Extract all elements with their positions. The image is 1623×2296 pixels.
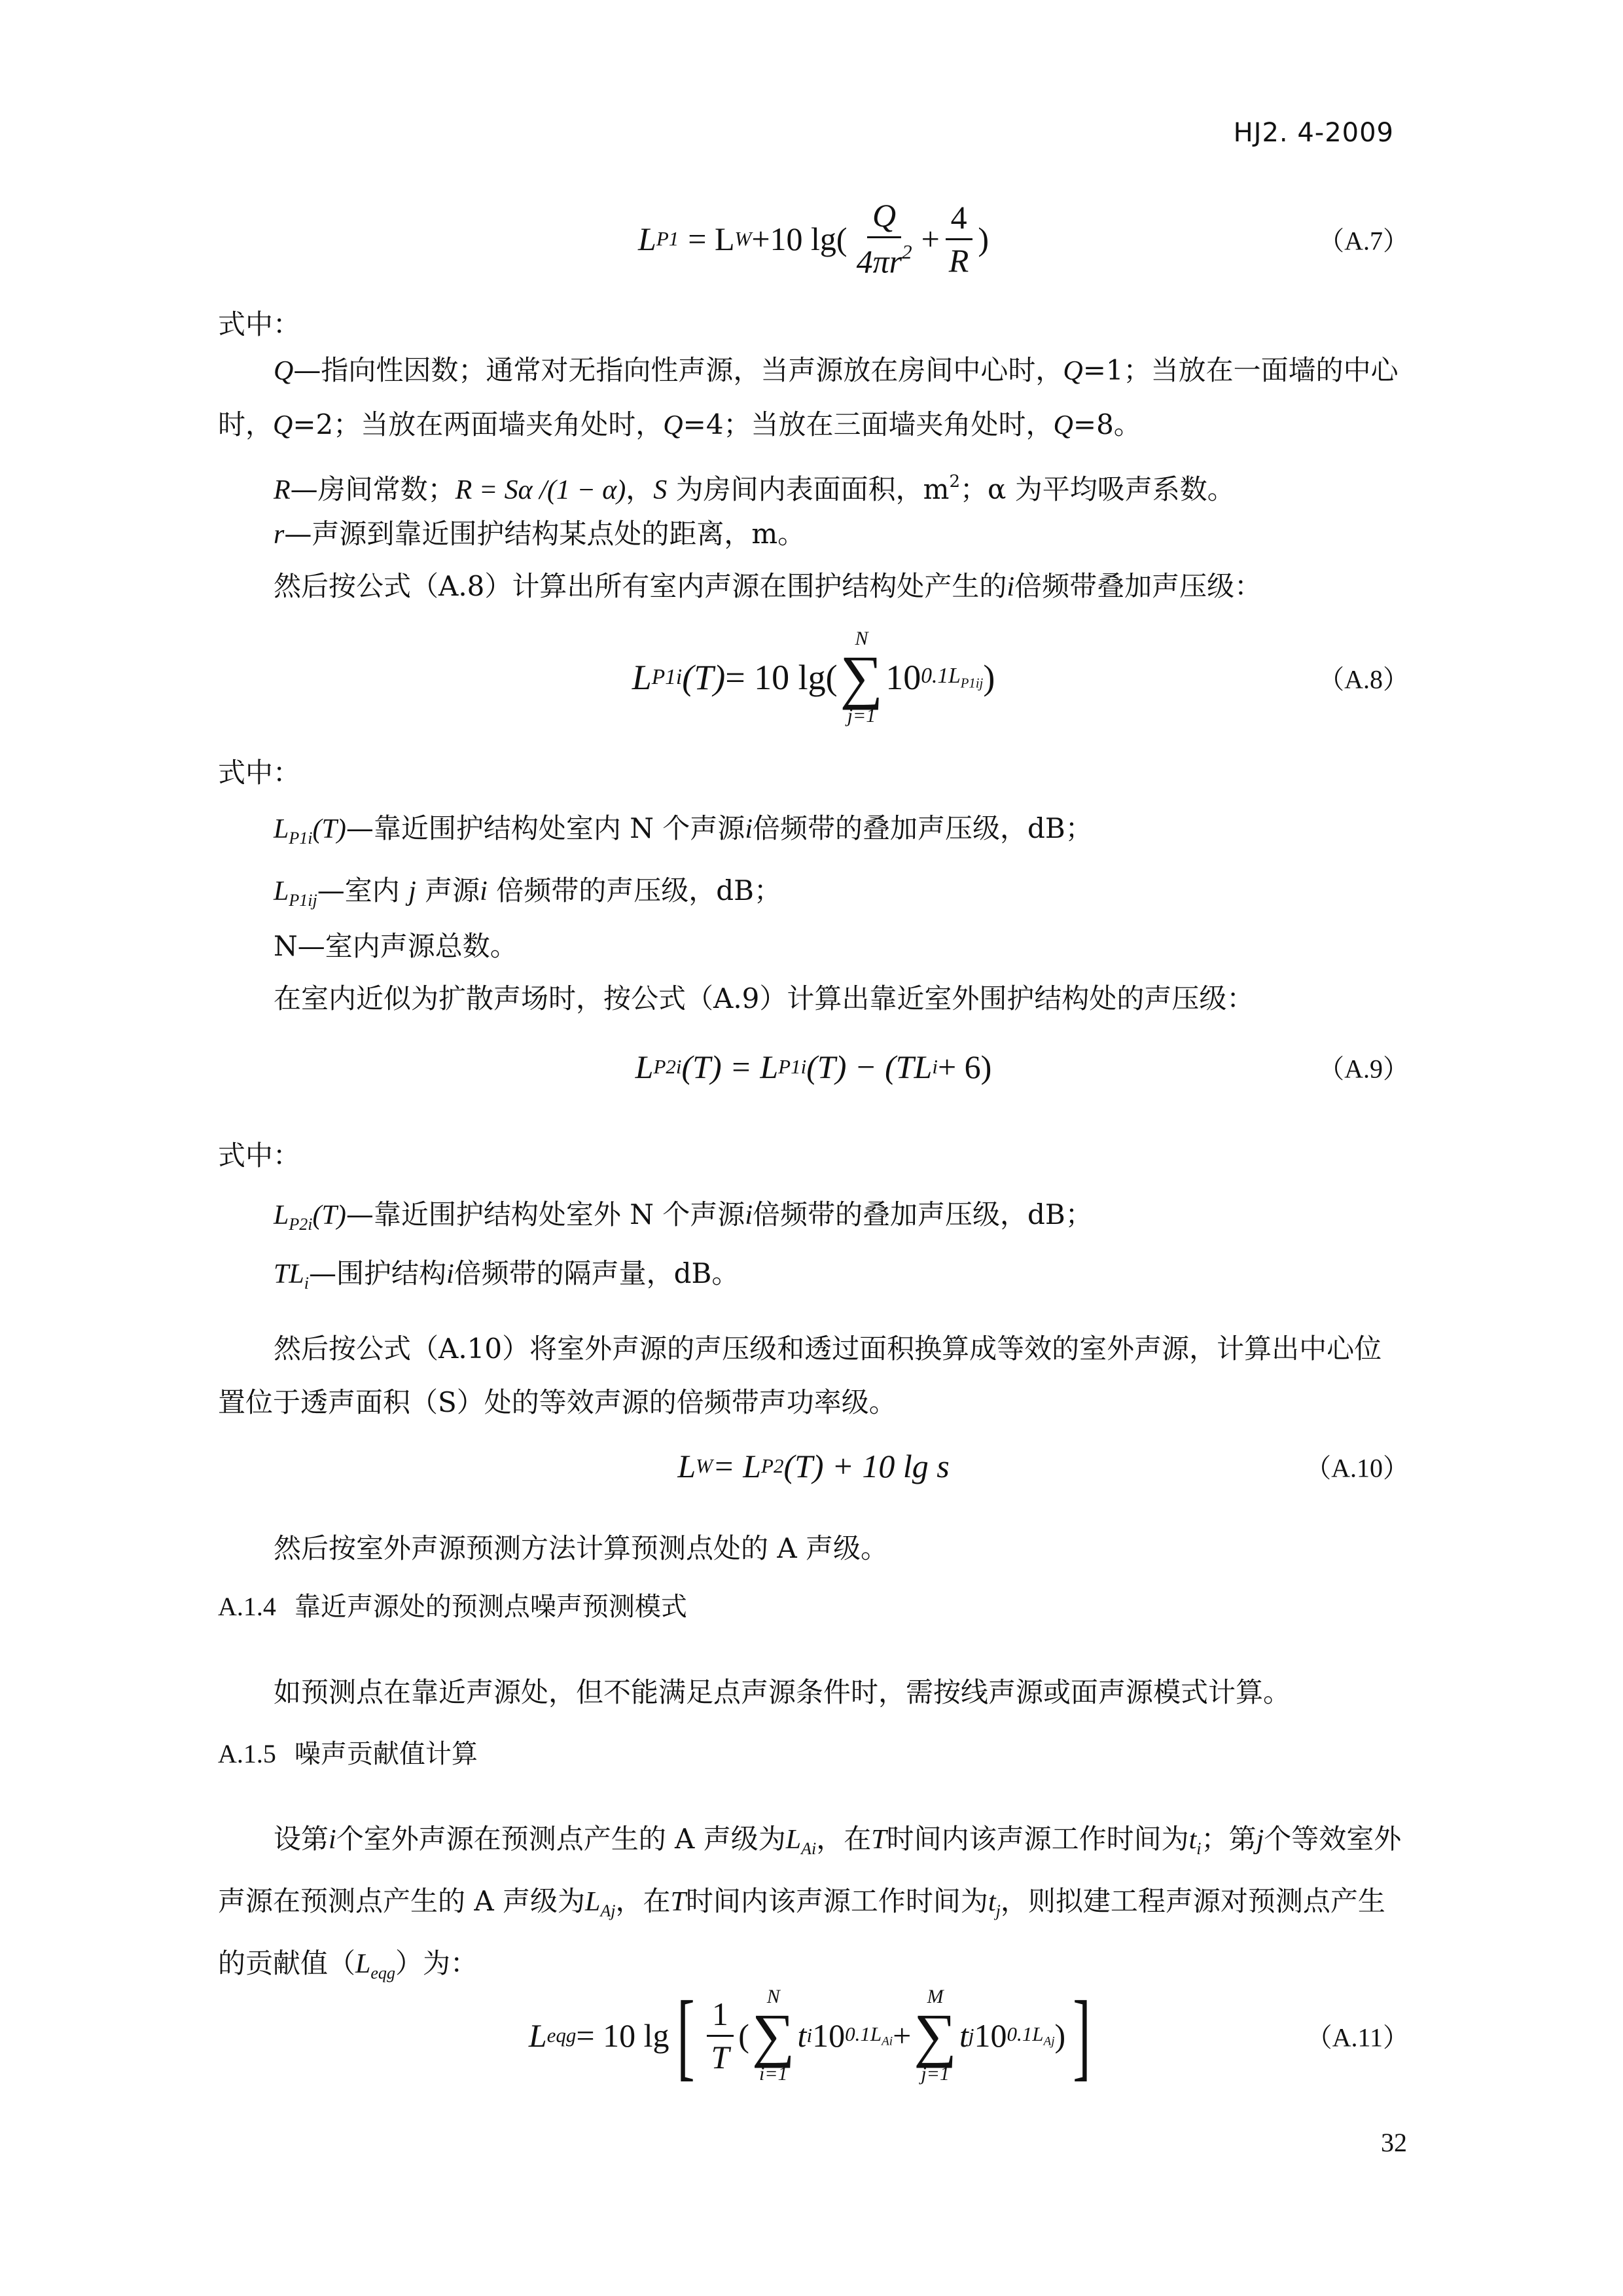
summation-operator: N ∑ j=1 xyxy=(840,628,883,726)
paragraph-a8-intro: 然后按公式（A.8）计算出所有室内声源在围护结构处产生的i倍频带叠加声压级： xyxy=(274,570,1262,602)
summation-operator: M ∑ j=1 xyxy=(914,1986,957,2085)
section-heading-a15: A.1.5 噪声贡献值计算 xyxy=(218,1739,478,1769)
left-bracket: [ xyxy=(676,1981,695,2090)
equation-a7: L P1 = L W +10 lg( $\frac{Q}{4\pi r^2}$ + $\frac{4}{R}$ ) （A.7） xyxy=(638,197,1409,280)
equation-number: （A.9） xyxy=(1318,1054,1409,1084)
equation-number: （A.10） xyxy=(1305,1453,1409,1483)
paragraph-a10-intro: 然后按公式（A.10）将室外声源的声压级和透过面积换算成等效的室外声源，计算出中心位置位于透声面积（S）处的等效声源的倍频带声功率级。 xyxy=(218,1333,1382,1418)
summation-operator: N ∑ i=1 xyxy=(751,1986,795,2085)
paragraph-a15: 设第i个室外声源在预测点产生的 A 声级为$L_{Ai}$，在T时间内该声源工作时间为$t_i$；第j个等效室外声源在预测点产生的 A 声级为$L_{Aj}$，在T时间内该声源工作时间为$t_j$，则拟建工程声源对预测点产生的贡献值$(L_{eqg})$为： xyxy=(218,1823,1402,1983)
section-heading-a14: A.1.4 靠近声源处的预测点噪声预测模式 xyxy=(218,1592,687,1622)
equation-number: （A.8） xyxy=(1318,664,1409,694)
equation-a10: L W = L P2 (T) + 10 lg s （A.10） xyxy=(677,1448,1409,1484)
r-distance-definition: r—声源到靠近围护结构某点处的距离，m。 xyxy=(274,518,806,550)
lp2i-definition: $L_{P2i}(T)—$靠近围护结构处室外 N 个声源i倍频带的叠加声压级，dB； xyxy=(274,1198,1093,1234)
tl-definition: $TL_i—$围护结构i倍频带的隔声量，dB。 xyxy=(274,1257,740,1293)
paragraph-a9-intro: 在室内近似为扩散声场时，按公式（A.9）计算出靠近室外围护结构处的声压级： xyxy=(274,982,1255,1014)
paragraph-after-a10: 然后按室外声源预测方法计算预测点处的 A 声级。 xyxy=(274,1532,889,1564)
right-bracket: ] xyxy=(1073,1981,1091,2090)
lp1i-definition: $L_{P1i}(T)—$靠近围护结构处室内 N 个声源i倍频带的叠加声压级，dB； xyxy=(274,812,1093,848)
page-number: 32 xyxy=(1381,2128,1407,2157)
equation-a8: L P1i (T) = 10 lg( N ∑ j=1 10 $0.1L_{P1ij}$ ) （A.8） xyxy=(632,628,1409,726)
equation-number: （A.11） xyxy=(1306,2022,1409,2053)
lp1ij-definition: $L_{P1ij}—$室内 j 声源i 倍频带的声压级，dB； xyxy=(274,874,781,910)
q-definition: Q—指向性因数；通常对无指向性声源，当声源放在房间中心时，Q=1；当放在一面墙的中心时，Q=2；当放在两面墙夹角处时，Q=4；当放在三面墙夹角处时，Q=8。 xyxy=(218,354,1399,440)
equation-a11: L eqg = 10 lg [ $\frac{1}{T}$ ( N ∑ i=1 t i 10 $0.1L_{Ai}$ + M ∑ j=1 t j 10 $0.1L_{Aj}$ ) ] （A.11） xyxy=(528,1981,1409,2090)
shizhong-label: 式中： xyxy=(218,308,301,340)
shizhong-label: 式中： xyxy=(218,757,301,789)
paragraph-a14: 如预测点在靠近声源处，但不能满足点声源条件时，需按线声源或面声源模式计算。 xyxy=(274,1676,1291,1708)
shizhong-label: 式中： xyxy=(218,1139,301,1172)
standard-code: HJ2. 4-2009 xyxy=(1233,118,1394,148)
equation-number: （A.7） xyxy=(1318,226,1409,256)
r-room-constant-definition: R—房间常数；R = Sα /(1 − α)，S 为房间内表面面积，$m^2$；α 为平均吸声系数。 xyxy=(274,472,1235,506)
n-definition: N—室内声源总数。 xyxy=(274,930,518,962)
equation-a9: L P2i (T) = L P1i (T) − (TL i + 6) （A.9） xyxy=(635,1049,1409,1085)
